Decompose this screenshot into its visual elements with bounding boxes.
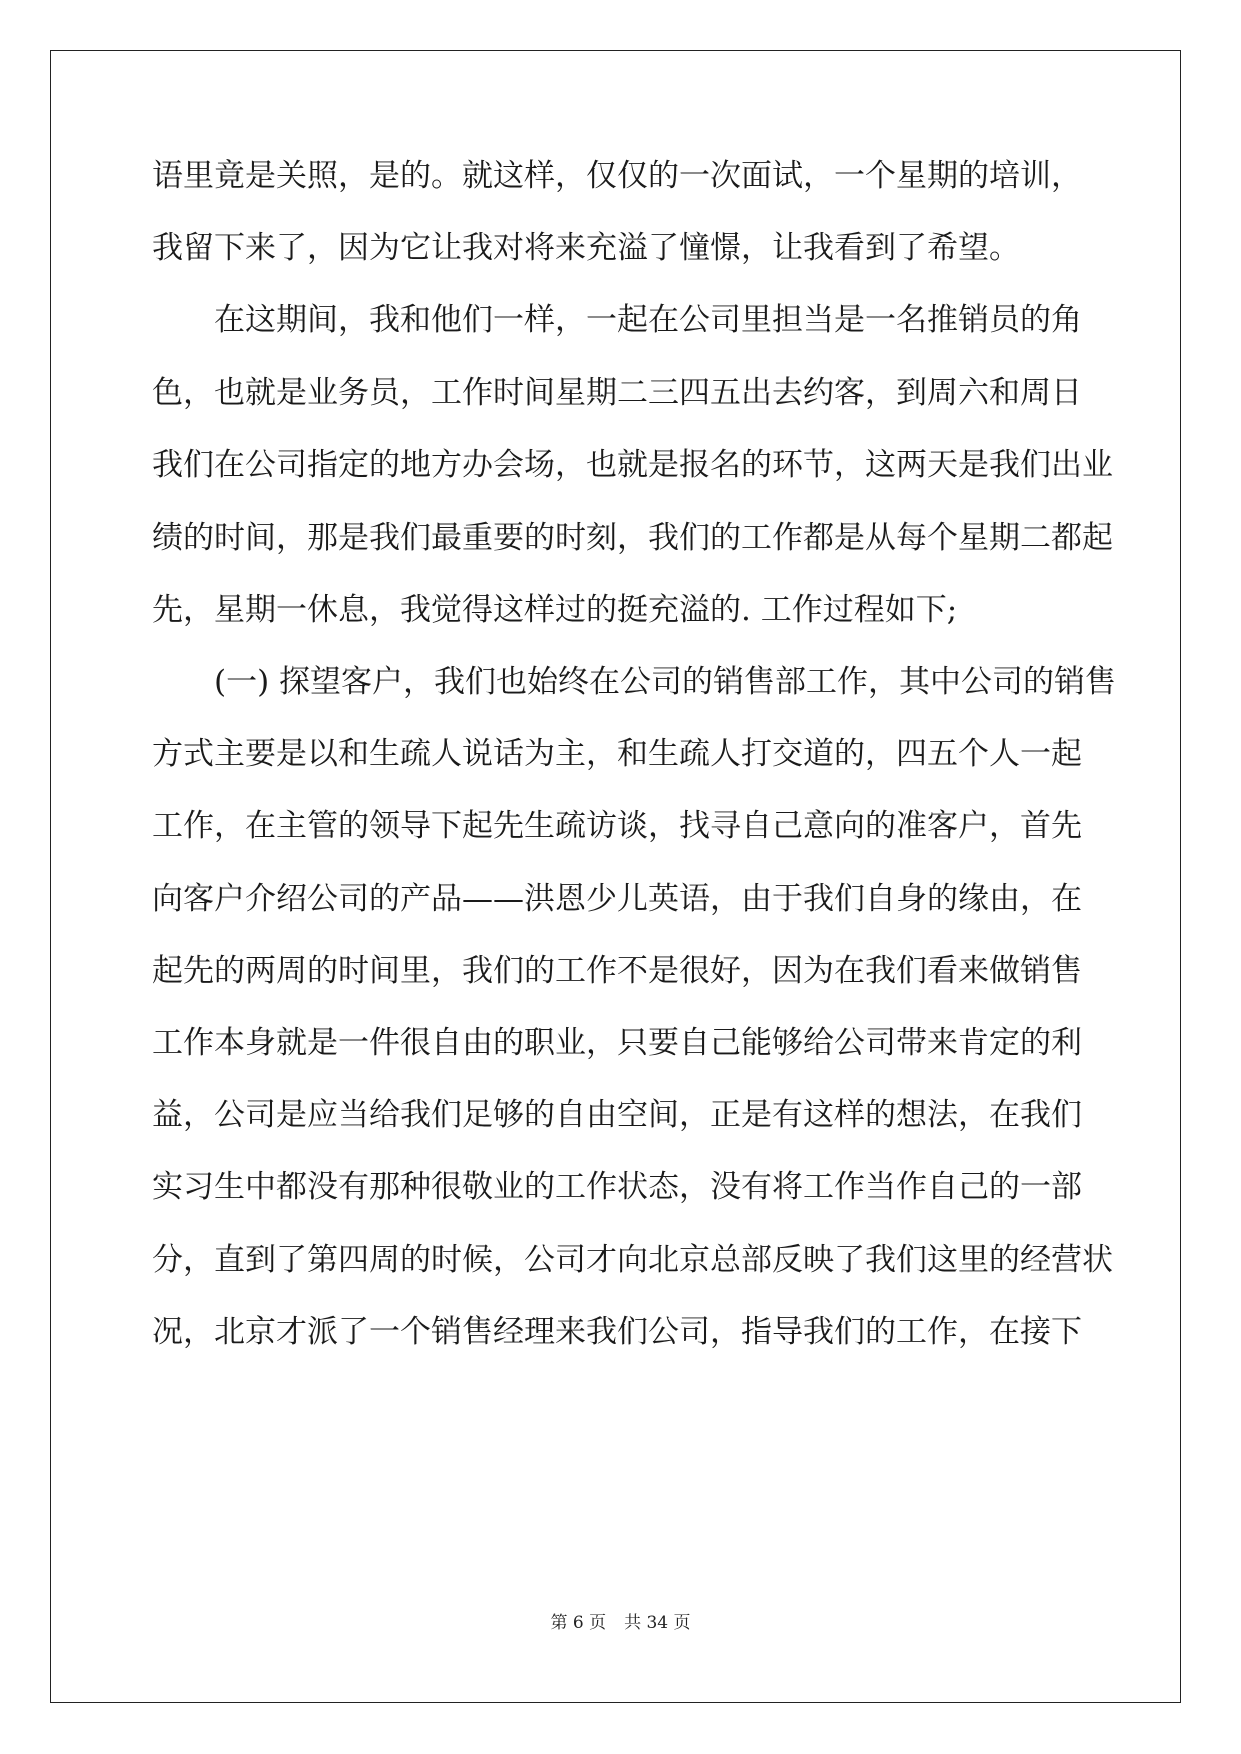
page-border <box>50 50 1181 1703</box>
page-number: 第 6 页 <box>550 1613 607 1633</box>
text-line: (一) 探望客户，我们也始终在公司的销售部工作，其中公司的销售 <box>152 664 1117 700</box>
text-line: 色，也就是业务员，工作时间星期二三四五出去约客，到周六和周日 <box>152 375 1082 411</box>
text-line: 方式主要是以和生疏人说话为主，和生疏人打交道的，四五个人一起 <box>152 736 1082 772</box>
text-line: 向客户介绍公司的产品——洪恩少儿英语，由于我们自身的缘由，在 <box>152 881 1082 917</box>
text-line: 绩的时间，那是我们最重要的时刻，我们的工作都是从每个星期二都起 <box>152 520 1113 556</box>
total-pages: 共 34 页 <box>624 1613 691 1633</box>
text-line: 我留下来了，因为它让我对将来充溢了憧憬，让我看到了希望。 <box>152 230 1020 266</box>
text-line: 工作，在主管的领导下起先生疏访谈，找寻自己意向的准客户，首先 <box>152 808 1082 844</box>
text-line: 益，公司是应当给我们足够的自由空间，正是有这样的想法，在我们 <box>152 1097 1082 1133</box>
text-line: 分，直到了第四周的时候，公司才向北京总部反映了我们这里的经营状 <box>152 1242 1113 1278</box>
text-line: 工作本身就是一件很自由的职业，只要自己能够给公司带来肯定的利 <box>152 1025 1082 1061</box>
text-line: 况，北京才派了一个销售经理来我们公司，指导我们的工作，在接下 <box>152 1314 1082 1350</box>
text-line: 在这期间，我和他们一样，一起在公司里担当是一名推销员的角 <box>152 302 1082 338</box>
text-line: 语里竟是关照，是的。就这样，仅仅的一次面试，一个星期的培训， <box>152 158 1082 194</box>
text-line: 我们在公司指定的地方办会场，也就是报名的环节，这两天是我们出业 <box>152 447 1113 483</box>
text-line: 实习生中都没有那种很敬业的工作状态，没有将工作当作自己的一部 <box>152 1169 1082 1205</box>
page-footer <box>0 1612 1241 1634</box>
text-line: 起先的两周的时间里，我们的工作不是很好，因为在我们看来做销售 <box>152 953 1082 989</box>
text-line: 先，星期一休息，我觉得这样过的挺充溢的. 工作过程如下; <box>152 592 958 628</box>
